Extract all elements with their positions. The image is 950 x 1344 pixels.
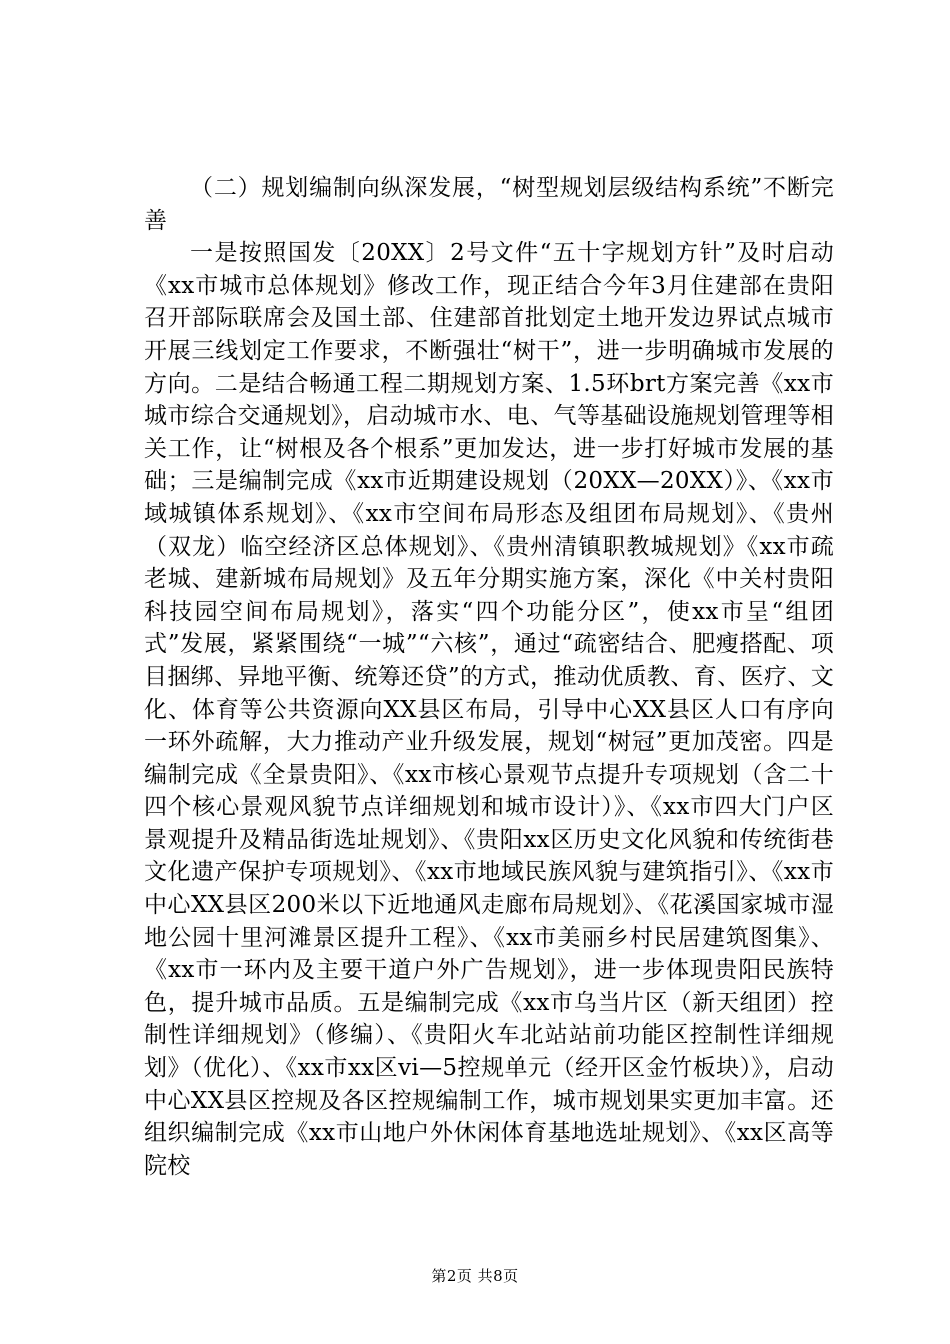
page-number: 第2页 共8页 — [431, 1267, 519, 1285]
document-content — [144, 172, 834, 1182]
body-paragraph: 一是按照国发〔20XX〕2号文件“五十字规划方针”及时启动《xx市城市总体规划》修改工作，现正结合今年3月住建部在贵阳召开部际联席会及国土部、住建部首批划定土地开发边界试点城市开展三线划定工作要求，不断强壮“树干”，进一步明确城市发展的方向。二是结合畅通工程二期规划方案、1.5环brt方案完善《xx市城市综合交通规划》，启动城市水、电、气等基础设施规划管理等相关工作，让“树根及各个根系”更加发达，进一步打好城市发展的基础；三是编制完成《xx市近期建设规划（20XX—20XX）》、《xx市域城镇体系规划》、《xx市空间布局形态及组团布局规划》、《贵州（双龙）临空经济区总体规划》、《贵州清镇职教城规划》《xx市疏老城、建新城布局规划》及五年分期实施方案，深化《中关村贵阳科技园空间布局规划》，落实“四个功能分区”，使xx市呈“组团式”发展，紧紧围绕“一城”“六核”，通过“疏密结合、肥瘦搭配、项目捆绑、异地平衡、统筹还贷”的方式，推动优质教、育、医疗、文化、体育等公共资源向XX县区布局，引导中心XX县区人口有序向一环外疏解，大力推动产业升级发展，规划“树冠”更加茂密。四是编制完成《全景贵阳》、《xx市核心景观节点提升专项规划（含二十四个核心景观风貌节点详细规划和城市设计）》、《xx市四大门户区景观提升及精品街选址规划》、《贵阳xx区历史文化风貌和传统街巷文化遗产保护专项规划》、《xx市地域民族风貌与建筑指引》、《xx市中心XX县区200米以下近地通风走廊布局规划》、《花溪国家城市湿地公园十里河滩景区提升工程》、《xx市美丽乡村民居建筑图集》、《xx市一环内及主要干道户外广告规划》，进一步体现贵阳民族特色，提升城市品质。五是编制完成《xx市乌当片区（新天组团）控制性详细规划》（修编）、《贵阳火车北站站前功能区控制性详细规划》（优化）、《xx市xx区vi—5控规单元（经开区金竹板块）》，启动中心XX县区控规及各区控规编制工作，城市规划果实更加丰富。还组织编制完成《xx市山地户外休闲体育基地选址规划》、《xx区高等院校 — [144, 240, 834, 1179]
section-heading: （二）规划编制向纵深发展，“树型规划层级结构系统”不断完善 — [144, 175, 834, 234]
